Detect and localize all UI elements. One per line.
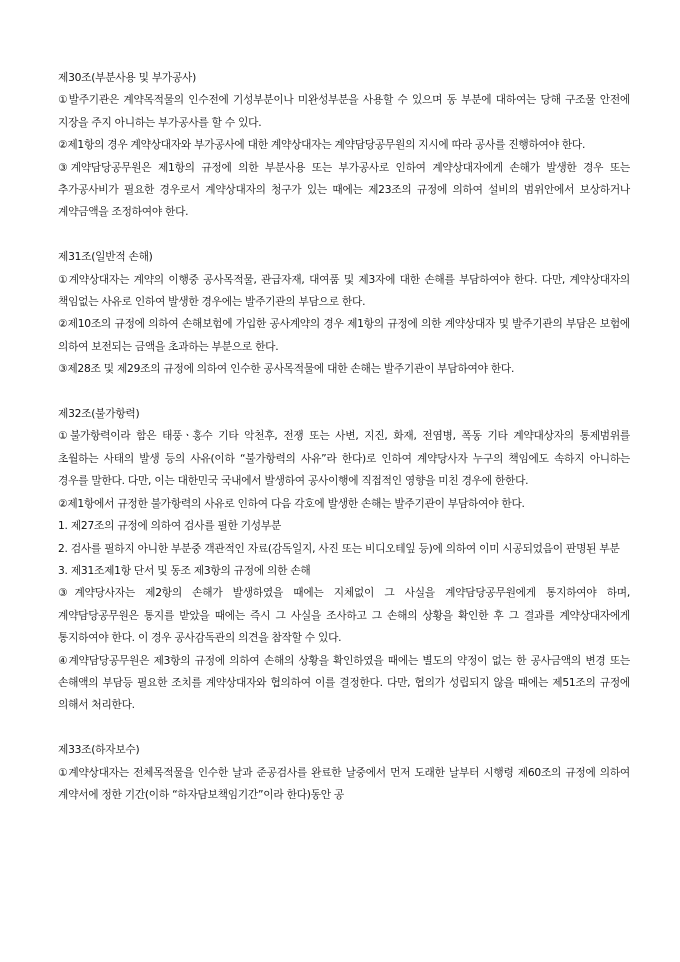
- paragraph: ③계약담당공무원은 제1항의 규정에 의한 부분사용 또는 부가공사로 인하여 계약상대자에게 손해가 발생한 경우 또는 추가공사비가 필요한 경우로서 계약상대자의 청구가 있는 때에는 제23조의 규정에 의하여 설비의 범위안에서 보상하거나 계약금액을 조정하여야 한다.: [58, 160, 630, 219]
- paragraph: ②제1항에서 규정한 불가항력의 사유로 인하여 다음 각호에 발생한 손해는 발주기관이 부담하여야 한다.: [58, 496, 525, 510]
- article-32: [58, 403, 630, 717]
- article-31: [58, 246, 630, 380]
- paragraph: ③계약당사자는 제2항의 손해가 발생하였을 때에는 지체없이 그 사실을 계약담당공무원에게 통지하여야 하며, 계약담당공무원은 통지를 받았을 때에는 즉시 그 사실을 조사하고 그 손해의 상황을 확인한 후 그 결과를 계약상대자에게 통지하여야 한다. 이 경우 공사감독관의 의견을 참작할 수 있다.: [58, 586, 630, 645]
- paragraph: ③제28조 및 제29조의 규정에 의하여 인수한 공사목적물에 대한 손해는 발주기관이 부담하여야 한다.: [58, 362, 515, 376]
- paragraph: ④계약담당공무원은 제3항의 규정에 의하여 손해의 상황을 확인하였을 때에는 별도의 약정이 없는 한 공사금액의 변경 또는 손해액의 부담등 필요한 조치를 계약상대자와 협의하여 이를 결정한다. 다만, 협의가 성립되지 않을 때에는 제51조의 규정에 의해서 처리한다.: [58, 653, 630, 712]
- list-item: 1. 제27조의 규정에 의하여 검사를 필한 기성부분: [58, 519, 282, 533]
- paragraph: ①불가항력이라 함은 태풍ㆍ홍수 기타 악천후, 전쟁 또는 사변, 지진, 화재, 전염병, 폭동 기타 계약대상자의 통제범위를 초월하는 사태의 발생 등의 사유(이하 “불가항력의 사유”라 한다)로 인하여 계약당사자 누구의 책임에도 속하지 아니하는 경우를 말한다. 다만, 이는 대한민국 국내에서 발생하여 공사이행에 직접적인 영향을 미친 경우에 한한다.: [58, 429, 630, 488]
- paragraph: ②제1항의 경우 계약상대자와 부가공사에 대한 계약상대자는 계약담당공무원의 지시에 따라 공사를 진행하여야 한다.: [58, 138, 586, 152]
- article-title: 제30조(부분사용 및 부가공사): [58, 71, 197, 84]
- list-item: 2. 검사를 필하지 아니한 부분중 객관적인 자료(감독일지, 사진 또는 비디오테잎 등)에 의하여 이미 시공되었음이 판명된 부분: [58, 541, 620, 555]
- paragraph: ①계약상대자는 전체목적물을 인수한 날과 준공검사를 완료한 날중에서 먼저 도래한 날부터 시행령 제60조의 규정에 의하여 계약서에 정한 기간(이하 “하자담보책임기간”이라 한다)동안 공: [58, 765, 630, 801]
- article-title: 제32조(불가항력): [58, 407, 140, 421]
- paragraph: ①계약상대자는 계약의 이행중 공사목적물, 관급자재, 대여품 및 제3자에 대한 손해를 부담하여야 한다. 다만, 계약상대자의 책임없는 사유로 인하여 발생한 경우에는 발주기관의 부담으로 한다.: [58, 272, 630, 309]
- article-30: [58, 67, 630, 224]
- article-title: 제33조(하자보수): [58, 743, 140, 757]
- article-33: [58, 739, 630, 806]
- article-title: 제31조(일반적 손해): [58, 250, 153, 264]
- document-body: [58, 67, 630, 829]
- paragraph: ①발주기관은 계약목적물의 인수전에 기성부분이나 미완성부분을 사용할 수 있으며 동 부분에 대하여는 당해 구조물 안전에 지장을 주지 아니하는 부가공사를 할 수 있다.: [58, 93, 630, 129]
- paragraph: ②제10조의 규정에 의하여 손해보험에 가입한 공사계약의 경우 제1항의 규정에 의한 계약상대자 및 발주기관의 부담은 보험에 의하여 보전되는 금액을 초과하는 부분으로 한다.: [58, 317, 630, 353]
- list-item: 3. 제31조제1항 단서 및 동조 제3항의 규정에 의한 손해: [58, 563, 311, 577]
